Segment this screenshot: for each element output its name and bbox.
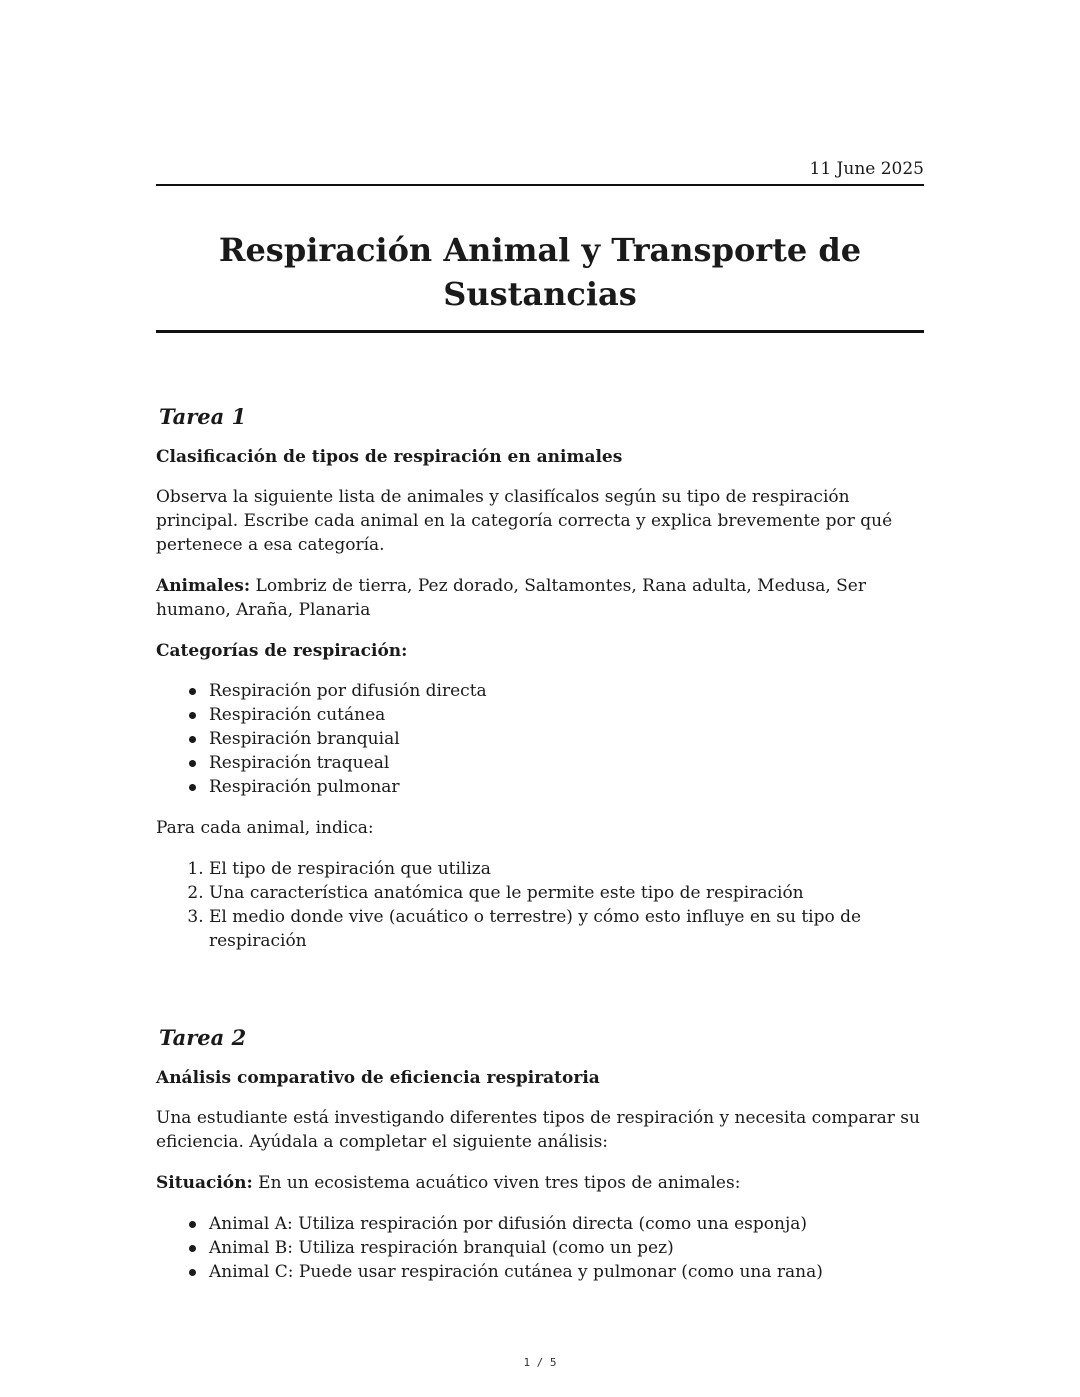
title-divider — [156, 330, 924, 333]
task-2-section — [156, 1024, 924, 1301]
situation-text: En un ecosistema acuático viven tres tipos de animales: — [252, 1173, 741, 1193]
steps-list — [156, 857, 924, 953]
list-item: 1. El tipo de respiración que utiliza — [209, 857, 924, 881]
categories-list — [156, 679, 924, 799]
task-1-intro: Observa la siguiente lista de animales y clasifícalos según su tipo de respiración principal. Escribe cada animal en la categoría correcta y explica brevemente por qué pertenece a esa categoría. — [156, 487, 893, 555]
categories-label: Categorías de respiración: — [156, 641, 408, 661]
task-1-section — [156, 403, 924, 970]
task-1-instruction: Para cada animal, indica: — [156, 818, 374, 838]
page-number: 1 / 5 — [523, 1356, 557, 1369]
list-item: 2. Una característica anatómica que le permite este tipo de respiración — [209, 881, 924, 905]
list-item: Animal B: Utiliza respiración branquial (como un pez) — [209, 1236, 924, 1260]
list-item: 3. El medio donde vive (acuático o terrestre) y cómo esto influye en su tipo de respiración — [209, 905, 924, 953]
animals-label: Animales: — [156, 576, 251, 596]
list-item: Respiración branquial — [209, 727, 924, 751]
aquatic-animals-list — [156, 1212, 924, 1284]
document-title: Respiración Animal y Transporte de Sustancias — [218, 231, 862, 313]
list-item: Respiración por difusión directa — [209, 679, 924, 703]
list-item: Respiración pulmonar — [209, 775, 924, 799]
list-item: Animal A: Utiliza respiración por difusión directa (como una esponja) — [209, 1212, 924, 1236]
task-1-subtitle: Clasificación de tipos de respiración en animales — [156, 447, 623, 467]
task-1-animals — [156, 574, 924, 622]
task-1-heading: Tarea 1 — [159, 404, 247, 429]
list-item: Animal C: Puede usar respiración cutánea y pulmonar (como una rana) — [209, 1260, 924, 1284]
animals-list-text: Lombriz de tierra, Pez dorado, Saltamontes, Rana adulta, Medusa, Ser humano, Araña, Planaria — [156, 576, 866, 620]
header-divider — [156, 184, 924, 186]
list-item: Respiración cutánea — [209, 703, 924, 727]
document-date: 11 June 2025 — [809, 159, 924, 179]
task-2-intro: Una estudiante está investigando diferentes tipos de respiración y necesita comparar su eficiencia. Ayúdala a completar el siguiente análisis: — [156, 1108, 920, 1152]
task-2-subtitle: Análisis comparativo de eficiencia respiratoria — [156, 1068, 600, 1088]
situation-label: Situación: — [156, 1173, 253, 1193]
list-item: Respiración traqueal — [209, 751, 924, 775]
task-2-situation — [156, 1171, 924, 1195]
task-2-heading: Tarea 2 — [159, 1025, 247, 1050]
